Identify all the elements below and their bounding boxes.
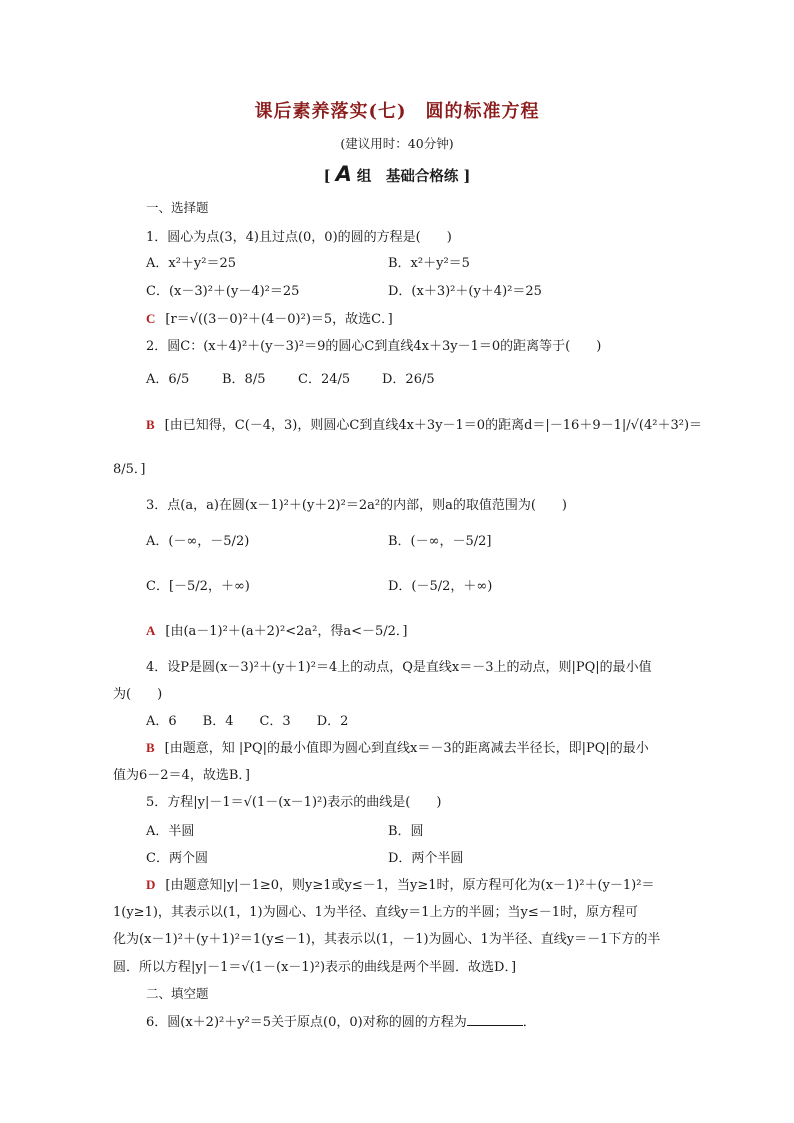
q6-stem-end: ． xyxy=(522,1015,536,1030)
q2-answer-line2: 8/5．] xyxy=(113,462,146,477)
q6-stem xyxy=(146,1011,536,1030)
page-title: 课后素养落实(七) 圆的标准方程 xyxy=(254,101,540,122)
q3-option-b: B．(－∞，－5/2] xyxy=(388,534,492,549)
q2-stem: 2．圆C：(x＋4)²＋(y－3)²＝9的圆心C到直线4x＋3y－1＝0的距离等于( ) xyxy=(146,339,602,354)
q1-option-d: D．(x＋3)²＋(y＋4)²＝25 xyxy=(388,284,542,299)
q5-option-a: A．半圆 xyxy=(146,824,195,839)
q3-answer-text: [由(a－1)²＋(a＋2)²<2a²，得a<－5/2．] xyxy=(165,624,408,639)
q6-answer-blank xyxy=(467,1013,523,1026)
q2-option-c: C．24/5 xyxy=(298,372,351,387)
q4-answer-text-line1: [由题意，知 |PQ|的最小值即为圆心到直线x＝－3的距离减去半径长，即|PQ|的最小 xyxy=(164,741,649,756)
q3-stem: 3．点(a，a)在圆(x－1)²＋(y＋2)²＝2a²的内部，则a的取值范围为( ) xyxy=(146,498,567,513)
q3-option-c: C．[－5/2，＋∞) xyxy=(146,579,250,594)
q4-stem-line1: 4．设P是圆(x－3)²＋(y＋1)²＝4上的动点，Q是直线x＝－3上的动点，则|PQ|的最小值 xyxy=(146,660,652,675)
q1-option-a: A．x²＋y²＝25 xyxy=(146,256,237,271)
q2-option-b: B．8/5 xyxy=(222,372,266,387)
q5-stem: 5．方程|y|－1＝√(1－(x－1)²)表示的曲线是( ) xyxy=(146,795,442,810)
q4-options: A．6 B．4 C．3 D．2 xyxy=(146,714,349,729)
group-heading xyxy=(0,162,794,186)
q1-option-c: C．(x－3)²＋(y－4)²＝25 xyxy=(146,284,300,299)
q5-answer-tag: D xyxy=(146,877,156,892)
q5-answer-line3: 化为(x－1)²＋(y＋1)²＝1(y≤－1)，其表示以(1，－1)为圆心、1为半径、直线y＝－1下方的半 xyxy=(113,932,661,947)
q2-answer-text-line1: [由已知得，C(－4，3)，则圆心C到直线4x＋3y－1＝0的距离d＝|－16＋9－1|/√(4²＋3²)＝ xyxy=(164,418,703,433)
q5-answer-line2: 1(y≥1)，其表示以(1，1)为圆心、1为半径、直线y＝1上方的半圆；当y≤－1时，原方程可 xyxy=(113,905,639,920)
q2-answer-tag: B xyxy=(146,417,155,432)
q5-option-d: D．两个半圆 xyxy=(388,851,464,866)
q5-option-c: C．两个圆 xyxy=(146,851,208,866)
q1-stem: 1．圆心为点(3，4)且过点(0，0)的圆的方程是( ) xyxy=(146,230,452,245)
q5-answer-line4: 圆．所以方程|y|－1＝√(1－(x－1)²)表示的曲线是两个半圆．故选D．] xyxy=(113,960,517,975)
q5-option-b: B．圆 xyxy=(388,824,424,839)
group-bracket-open: [ xyxy=(323,168,331,185)
q4-answer xyxy=(146,737,649,756)
q3-answer xyxy=(146,620,407,639)
q2-option-d: D．26/5 xyxy=(382,372,435,387)
q4-answer-line2: 值为6－2＝4，故选B．] xyxy=(113,768,250,783)
q2-answer xyxy=(146,414,702,433)
q1-answer-tag: C xyxy=(146,311,156,326)
q5-answer-text-line1: [由题意知|y|－1≥0，则y≥1或y≤－1，当y≥1时，原方程可化为(x－1)²＋(y－1)²＝ xyxy=(165,878,655,893)
q4-answer-tag: B xyxy=(146,740,155,755)
q1-answer-text: [r＝√((3－0)²＋(4－0)²)＝5，故选C．] xyxy=(165,312,393,327)
section-heading-fill: 二、填空题 xyxy=(146,986,209,1001)
group-bracket-close: ] xyxy=(463,168,471,185)
q3-option-a: A．(－∞，－5/2) xyxy=(146,534,250,549)
q2-option-a: A．6/5 xyxy=(146,372,190,387)
q5-answer xyxy=(146,874,654,893)
group-label: 组 基础合格练 xyxy=(356,168,459,185)
q6-stem-text: 6．圆(x＋2)²＋y²＝5关于原点(0，0)对称的圆的方程为 xyxy=(146,1015,467,1030)
section-heading-choice: 一、选择题 xyxy=(146,200,209,215)
q4-stem-line2: 为( ) xyxy=(113,687,163,702)
q3-option-d: D．(－5/2，＋∞) xyxy=(388,579,493,594)
time-note: (建议用时：40分钟) xyxy=(340,136,454,151)
q3-answer-tag: A xyxy=(146,623,156,638)
q1-option-b: B．x²＋y²＝5 xyxy=(388,256,470,271)
group-letter: A xyxy=(335,162,352,186)
q1-answer xyxy=(146,308,393,327)
